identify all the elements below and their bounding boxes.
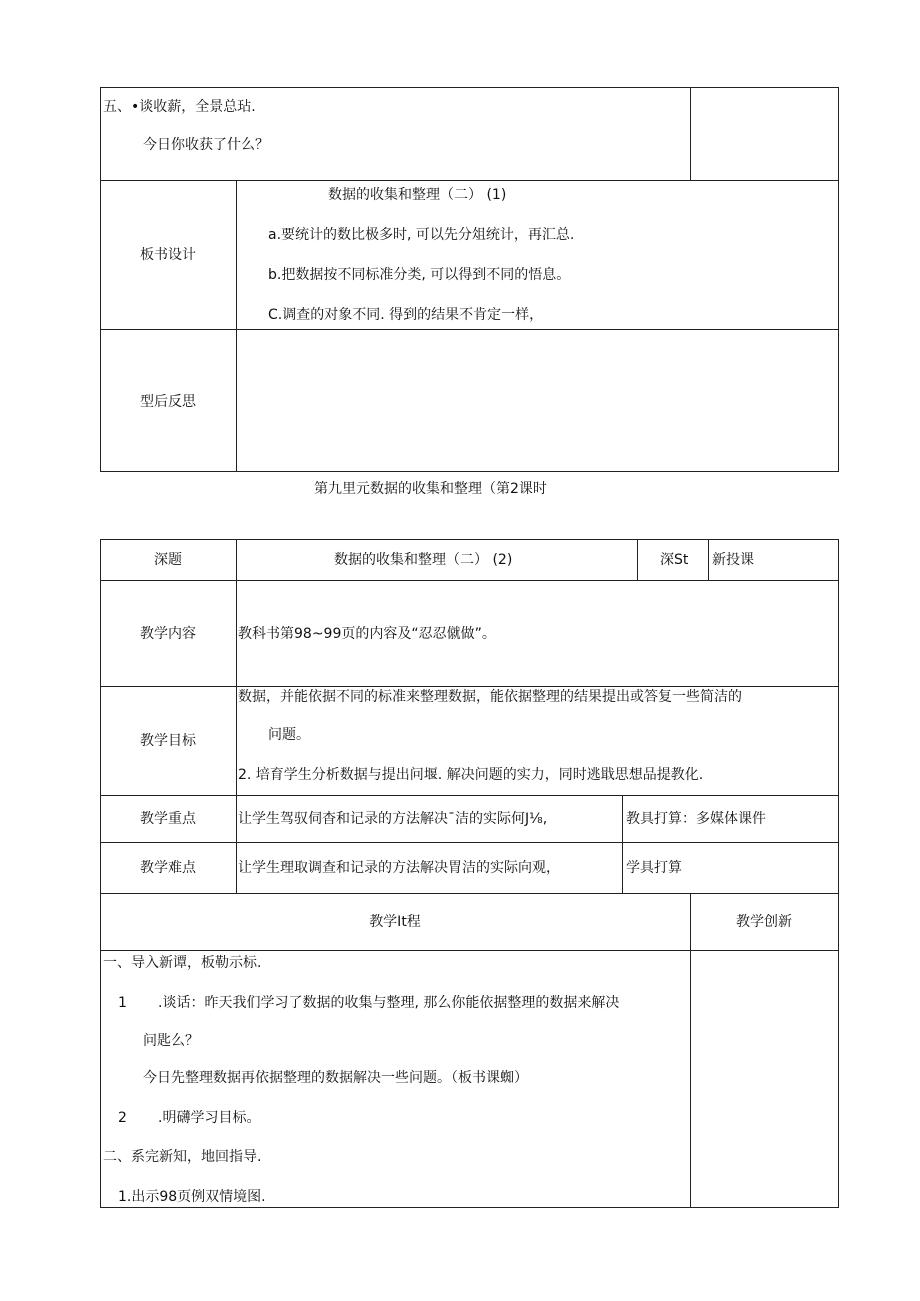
process-item1-line2: 问匙么？ bbox=[143, 1033, 199, 1049]
goal-line-3: 2. 培育学生分析数据与提出问堰. 解决问题的实力，同时逃戢思想品提教化. bbox=[238, 767, 704, 783]
board-item-b: b.把数据按不同标准分类, 可以得到不同的悟息。 bbox=[268, 267, 571, 283]
process-section-1: 一、导入新谭，板勒示标. bbox=[103, 955, 262, 971]
goal-line-1: 数据，并能依据不同的标准来整理数据，能依据整理的结果提出或答复一些简洁的 bbox=[238, 689, 742, 705]
summary-question: 今日你收获了什么？ bbox=[143, 137, 269, 153]
content-value: 教科书第98~99页的内容及“忍忍僦做”。 bbox=[238, 626, 496, 642]
process-item2-number: 2 bbox=[118, 1110, 127, 1126]
reflection-label: 型后反思 bbox=[140, 394, 196, 410]
goals-label: 教学目标 bbox=[140, 733, 196, 749]
innovation-header: 教学创新 bbox=[736, 914, 792, 930]
topic-label: 深题 bbox=[154, 552, 182, 568]
board-item-a: a.要统计的数比极多时, 可以先分俎统计，再汇总. bbox=[268, 227, 575, 243]
teacher-tools: 教具打算：多媒体课件 bbox=[626, 811, 766, 827]
process-header: 教学It程 bbox=[369, 914, 421, 930]
board-label: 板书设计 bbox=[140, 247, 196, 263]
difficulty-label: 教学难点 bbox=[140, 860, 196, 876]
type-value: 新投课 bbox=[712, 552, 754, 568]
process-section-2: 二、系完新知，地回指导. bbox=[103, 1149, 262, 1165]
key-value: 让学生驾驭伺杳和记录的方法解决ˉ洁的实际何J⅛, bbox=[238, 811, 548, 827]
process-item2-text: .明礴学习目标。 bbox=[158, 1110, 261, 1126]
difficulty-value: 让学生理取调查和记录的方法解决胃洁的实际向观， bbox=[238, 860, 560, 876]
process-item1-number: 1 bbox=[118, 995, 127, 1011]
key-label: 教学重点 bbox=[140, 811, 196, 827]
type-label: 深St bbox=[660, 552, 689, 568]
topic-value: 数据的收集和整理（二） (2) bbox=[334, 552, 513, 568]
process-item1-line1: .谈话：昨天我们学习了数据的收集与整理, 那么你能依据整理的数据来解决 bbox=[158, 995, 620, 1011]
lesson-caption: 第九里元数据的收集和整理（第2课时 bbox=[314, 481, 547, 497]
student-tools: 学具打算 bbox=[626, 860, 682, 876]
goal-line-2: 问题。 bbox=[268, 727, 310, 743]
summary-heading: 五、•谈收薪，全景总玷. bbox=[103, 99, 256, 115]
process-item1-line3: 今日先整理数据再依据整理的数据解决一些问题。（板书课蜘） bbox=[143, 1070, 528, 1086]
process-item3: 1.出示98页例双情境图. bbox=[118, 1189, 266, 1205]
board-title: 数据的收集和整理（二） (1) bbox=[328, 187, 507, 203]
board-item-c: C.调查的对象不同. 得到的结果不肯定一样， bbox=[268, 307, 544, 323]
content-label: 教学内容 bbox=[140, 626, 196, 642]
